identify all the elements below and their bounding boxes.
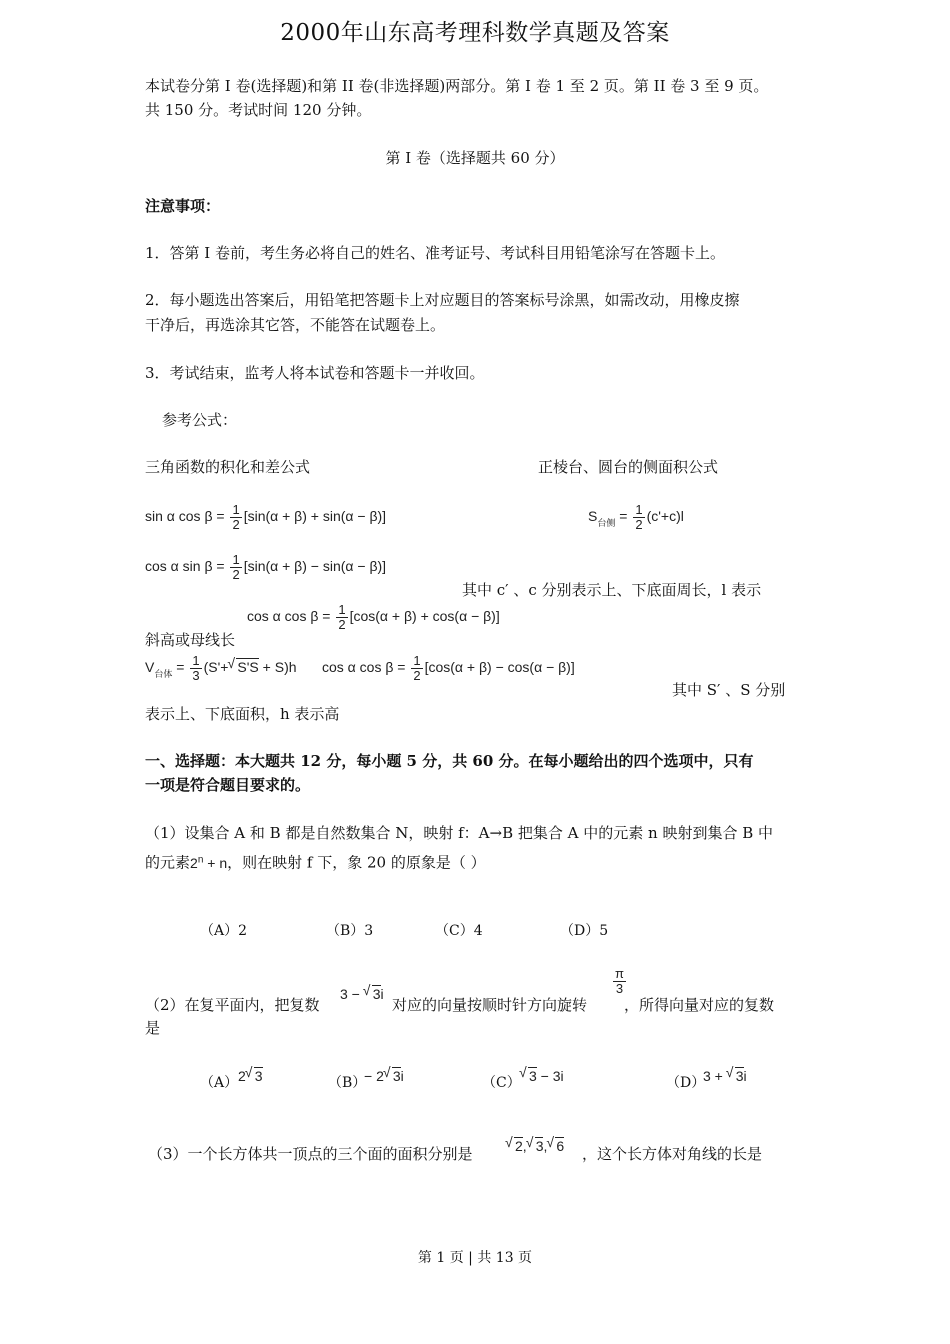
formula-sin-cos — [145, 503, 386, 532]
q1-expression: $2^n + n$ — [190, 854, 228, 871]
q2-complex-number: 3 − √ 3i — [340, 985, 384, 1002]
formula-lateral-area: $S_{台侧}$ = $\frac{1}{2}$ (c'+c)l — [588, 502, 684, 532]
sqrt-symbol: √ 3 — [372, 985, 381, 1002]
formula-sin-cos-right: [sin(α + β) + sin(α − β)] — [243, 508, 387, 525]
fraction-half: $\frac{1}{2}$ — [232, 502, 240, 532]
q2-option-a-label: （A） — [200, 1075, 239, 1091]
notice-heading: 注意事项： — [145, 197, 221, 215]
q2-option-c-value: √ 3 − 3i — [520, 1067, 564, 1084]
q2-angle — [611, 967, 628, 996]
frustum-heading: 正棱台、圆台的侧面积公式 — [538, 458, 719, 476]
formula-cos-sin: cos α sin β = $\frac{1}{2}$ [sin(α + β) − sin(α − β)] — [145, 552, 387, 582]
fraction-half: $\frac{1}{2}$ — [232, 552, 240, 582]
sqrt-symbol: √ 2 — [514, 1137, 523, 1154]
section-title: 第 I 卷（选择题共 60 分） — [385, 149, 565, 167]
part1-heading-line-1: 一、选择题：本大题共 12 分，每小题 5 分，共 60 分。在每小题给出的四个选项中，只有 — [145, 752, 754, 770]
formula-sin-cos-left: sin α cos β = — [145, 508, 229, 525]
note-area-2: 表示上、下底面积，h 表示高 — [145, 705, 340, 723]
page-title: 2000年山东高考理科数学真题及答案 — [280, 20, 670, 46]
notice-item-3: 3．考试结束，监考人将本试卷和答题卡一并收回。 — [145, 364, 485, 382]
note-area: 其中 S′ 、S 分别 — [672, 681, 786, 699]
intro-line-2: 共 150 分。考试时间 120 分钟。 — [145, 101, 372, 119]
note-perimeter: 其中 c′ 、c 分别表示上、下底面周长，l 表示 — [462, 581, 762, 599]
question-2-line-2: 是 — [145, 1019, 161, 1037]
question-1-line-1: （1）设集合 A 和 B 都是自然数集合 N，映射 f：A→B 把集合 A 中的元素 n 映射到集合 B 中 — [145, 824, 774, 842]
q1-option-d: （D）5 — [560, 923, 609, 939]
intro-line-1: 本试卷分第 I 卷(选择题)和第 II 卷(非选择题)两部分。第 I 卷 1 至 2 页。第 II 卷 3 至 9 页。 — [145, 77, 769, 95]
trig-heading: 三角函数的积化和差公式 — [145, 458, 311, 476]
part1-heading-line-2: 一项是符合题目要求的。 — [145, 776, 311, 794]
fraction-half: $\frac{1}{2}$ — [635, 502, 643, 532]
q2-option-c-label: （C） — [482, 1075, 521, 1091]
q1-option-a: （A）2 — [200, 923, 248, 939]
question-2-line-1: （2）在复平面内，把复数 — [145, 996, 320, 1014]
sqrt-symbol: √ 3 — [254, 1067, 263, 1084]
formula-cos-cos-plus: cos α cos β = $\frac{1}{2}$ [cos(α + β) + cos(α − β)] — [247, 602, 500, 632]
formula-heading: 参考公式： — [162, 411, 238, 429]
fraction-pi-over-3: $\frac{\pi}{3}$ — [615, 966, 624, 996]
q3-areas: √ 2,√ 3,√ 6 — [506, 1137, 564, 1154]
sqrt-symbol: √ 3 — [735, 1067, 744, 1084]
formula-frustum-volume: $V_{台体}$ = $\frac{1}{3}$ (S'+√ S'S + S)h — [145, 654, 297, 683]
formula-cos-cos-minus: cos α cos β = $\frac{1}{2}$ [cos(α + β) − cos(α − β)] — [322, 653, 575, 683]
question-1-line-2: 的元素$2^n + n$，则在映射 f 下，象 20 的原象是（ ） — [145, 853, 486, 872]
q2-option-b-label: （B） — [328, 1075, 367, 1091]
sqrt-symbol: √ S'S — [236, 658, 258, 675]
page-footer: 第 1 页 | 共 13 页 — [417, 1250, 533, 1266]
sqrt-symbol: √ 6 — [555, 1137, 564, 1154]
q2-option-d-label: （D） — [666, 1075, 706, 1091]
q2-option-d-value: 3 + √ 3i — [703, 1067, 747, 1084]
note-slant-height: 斜高或母线长 — [145, 631, 236, 649]
question-2-line-1b: 对应的向量按顺时针方向旋转 — [392, 996, 588, 1014]
fraction-half: $\frac{1}{2}$ — [413, 653, 421, 683]
notice-item-1: 1．答第 I 卷前，考生务必将自己的姓名、准考证号、考试科目用铅笔涂写在答题卡上。 — [145, 244, 726, 262]
q1-option-b: （B）3 — [326, 923, 374, 939]
volume-subscript: 台体 — [154, 669, 173, 680]
question-3-line-1b: ，这个长方体对角线的长是 — [582, 1145, 763, 1163]
sqrt-symbol: √ 3 — [392, 1067, 401, 1084]
sqrt-symbol: √ 3 — [528, 1067, 537, 1084]
q2-option-a-value: 2√ 3 — [238, 1067, 263, 1084]
fraction-third: $\frac{1}{3}$ — [192, 653, 200, 683]
sqrt-symbol: √ 3 — [535, 1137, 544, 1154]
notice-item-2-line-1: 2．每小题选出答案后，用铅笔把答题卡上对应题目的答案标号涂黑，如需改动，用橡皮擦 — [145, 291, 740, 309]
question-3-line-1: （3）一个长方体共一顶点的三个面的面积分别是 — [148, 1145, 473, 1163]
fraction-half: $\frac{1}{2}$ — [338, 602, 346, 632]
notice-item-2-line-2: 干净后，再选涂其它答，不能答在试题卷上。 — [145, 316, 446, 334]
q2-option-b-value: − 2√ 3i — [364, 1067, 404, 1084]
q1-option-c: （C）4 — [435, 923, 483, 939]
question-2-line-1c: ，所得向量对应的复数 — [624, 996, 775, 1014]
lateral-area-subscript: 台侧 — [597, 518, 616, 529]
